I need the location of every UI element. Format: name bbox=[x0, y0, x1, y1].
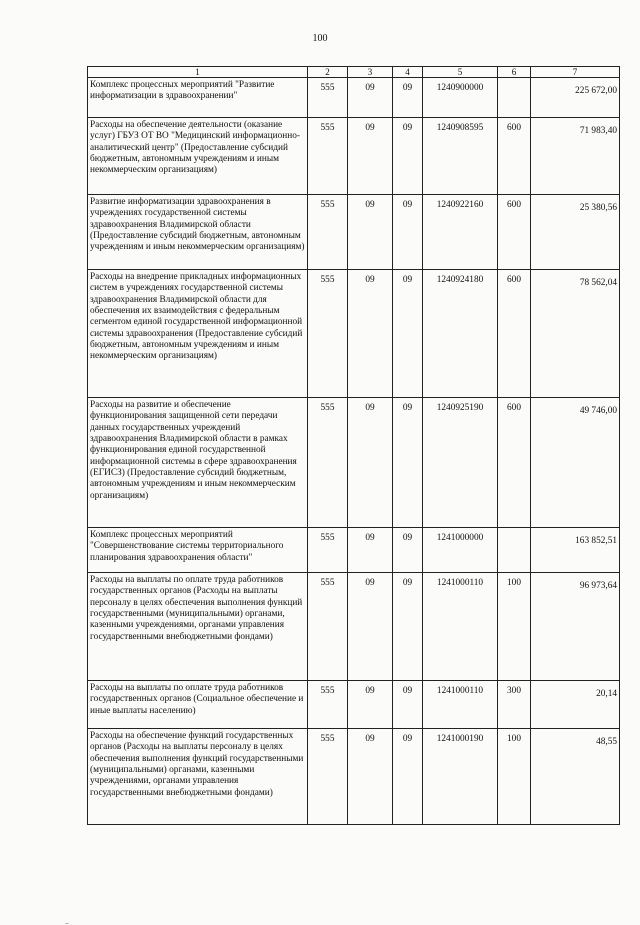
row-grbs: 555 bbox=[308, 398, 348, 528]
table-row bbox=[88, 195, 620, 270]
row-expense-type: 600 bbox=[498, 270, 531, 398]
row-target-code: 1241000190 bbox=[423, 729, 498, 825]
row-section: 09 bbox=[348, 729, 393, 825]
col-header-6: 6 bbox=[498, 67, 531, 78]
col-header-7: 7 bbox=[531, 67, 620, 78]
row-amount: 225 672,00 bbox=[531, 78, 620, 118]
row-name: Расходы на обеспечение функций государственных органов (Расходы на выплаты персоналу в целях обеспечения выполнения функций государственными (муниципальными) органами, казенными учреждениями, органами управления государственными внебюджетными фондами) bbox=[88, 729, 308, 825]
col-header-4: 4 bbox=[393, 67, 423, 78]
row-name: Комплекс процессных мероприятий "Совершенствование системы территориального планирования здравоохранения области" bbox=[88, 528, 308, 573]
row-section: 09 bbox=[348, 78, 393, 118]
row-expense-type bbox=[498, 528, 531, 573]
page-number: 100 bbox=[312, 33, 328, 44]
row-expense-type: 600 bbox=[498, 195, 531, 270]
table-row bbox=[88, 118, 620, 195]
row-target-code: 1240908595 bbox=[423, 118, 498, 195]
row-section: 09 bbox=[348, 118, 393, 195]
row-amount: 96 973,64 bbox=[531, 573, 620, 681]
row-target-code: 1241000110 bbox=[423, 681, 498, 729]
budget-table bbox=[87, 66, 620, 825]
row-section: 09 bbox=[348, 528, 393, 573]
col-header-2: 2 bbox=[308, 67, 348, 78]
row-expense-type: 600 bbox=[498, 118, 531, 195]
row-amount: 25 380,56 bbox=[531, 195, 620, 270]
row-expense-type: 100 bbox=[498, 729, 531, 825]
row-expense-type: 300 bbox=[498, 681, 531, 729]
table-row bbox=[88, 398, 620, 528]
row-subsection: 09 bbox=[393, 78, 423, 118]
scan-artifact bbox=[65, 923, 69, 924]
table-row bbox=[88, 78, 620, 118]
row-amount: 163 852,51 bbox=[531, 528, 620, 573]
row-section: 09 bbox=[348, 195, 393, 270]
col-header-3: 3 bbox=[348, 67, 393, 78]
row-expense-type: 100 bbox=[498, 573, 531, 681]
row-amount: 48,55 bbox=[531, 729, 620, 825]
row-target-code: 1241000110 bbox=[423, 573, 498, 681]
header-row bbox=[88, 67, 620, 78]
table-row bbox=[88, 729, 620, 825]
table-row bbox=[88, 681, 620, 729]
row-subsection: 09 bbox=[393, 729, 423, 825]
row-grbs: 555 bbox=[308, 573, 348, 681]
table-row bbox=[88, 573, 620, 681]
row-grbs: 555 bbox=[308, 118, 348, 195]
row-subsection: 09 bbox=[393, 270, 423, 398]
row-target-code: 1240900000 bbox=[423, 78, 498, 118]
row-amount: 49 746,00 bbox=[531, 398, 620, 528]
row-target-code: 1240925190 bbox=[423, 398, 498, 528]
table-row bbox=[88, 528, 620, 573]
row-section: 09 bbox=[348, 573, 393, 681]
row-grbs: 555 bbox=[308, 78, 348, 118]
row-subsection: 09 bbox=[393, 195, 423, 270]
row-name: Расходы на внедрение прикладных информационных систем в учреждениях государственной системы здравоохранения Владимирской области для обеспечения их взаимодействия с федеральным сегментом единой государственной информационной системы здравоохранения (Предоставление субсидий бюджетным, автономным учреждениям и иным некоммерческим организациям) bbox=[88, 270, 308, 398]
row-grbs: 555 bbox=[308, 528, 348, 573]
row-subsection: 09 bbox=[393, 398, 423, 528]
row-target-code: 1240924180 bbox=[423, 270, 498, 398]
row-target-code: 1240922160 bbox=[423, 195, 498, 270]
row-grbs: 555 bbox=[308, 729, 348, 825]
row-section: 09 bbox=[348, 398, 393, 528]
row-amount: 71 983,40 bbox=[531, 118, 620, 195]
row-section: 09 bbox=[348, 681, 393, 729]
row-expense-type: 600 bbox=[498, 398, 531, 528]
row-name: Расходы на развитие и обеспечение функционирования защищенной сети передачи данных государственных учреждений здравоохранения Владимирской области в рамках функционирования единой государственной информационной системы в сфере здравоохранения (ЕГИСЗ) (Предоставление субсидий бюджетным, автономным учреждениям и иным некоммерческим организациям) bbox=[88, 398, 308, 528]
row-name: Развитие информатизации здравоохранения в учреждениях государственной системы здравоохранения Владимирской области (Предоставление субсидий бюджетным, автономным учреждениям и иным некоммерческим организациям) bbox=[88, 195, 308, 270]
row-amount: 20,14 bbox=[531, 681, 620, 729]
row-amount: 78 562,04 bbox=[531, 270, 620, 398]
row-subsection: 09 bbox=[393, 573, 423, 681]
row-name: Расходы на обеспечение деятельности (оказание услуг) ГБУЗ ОТ ВО "Медицинский информационно-аналитический центр" (Предоставление субсидий бюджетным, автономным учреждениям и иным некоммерческим организациям) bbox=[88, 118, 308, 195]
row-name: Расходы на выплаты по оплате труда работников государственных органов (Социальное обеспечение и иные выплаты населению) bbox=[88, 681, 308, 729]
row-target-code: 1241000000 bbox=[423, 528, 498, 573]
row-expense-type bbox=[498, 78, 531, 118]
row-name: Расходы на выплаты по оплате труда работников государственных органов (Расходы на выплаты персоналу в целях обеспечения выполнения функций государственными (муниципальными) органами, казенными учреждениями, органами управления государственными внебюджетными фондами) bbox=[88, 573, 308, 681]
row-name: Комплекс процессных мероприятий "Развитие информатизации в здравоохранении" bbox=[88, 78, 308, 118]
col-header-5: 5 bbox=[423, 67, 498, 78]
row-subsection: 09 bbox=[393, 681, 423, 729]
row-grbs: 555 bbox=[308, 681, 348, 729]
row-section: 09 bbox=[348, 270, 393, 398]
row-grbs: 555 bbox=[308, 270, 348, 398]
table-row bbox=[88, 270, 620, 398]
row-subsection: 09 bbox=[393, 118, 423, 195]
row-subsection: 09 bbox=[393, 528, 423, 573]
col-header-1: 1 bbox=[88, 67, 308, 78]
row-grbs: 555 bbox=[308, 195, 348, 270]
